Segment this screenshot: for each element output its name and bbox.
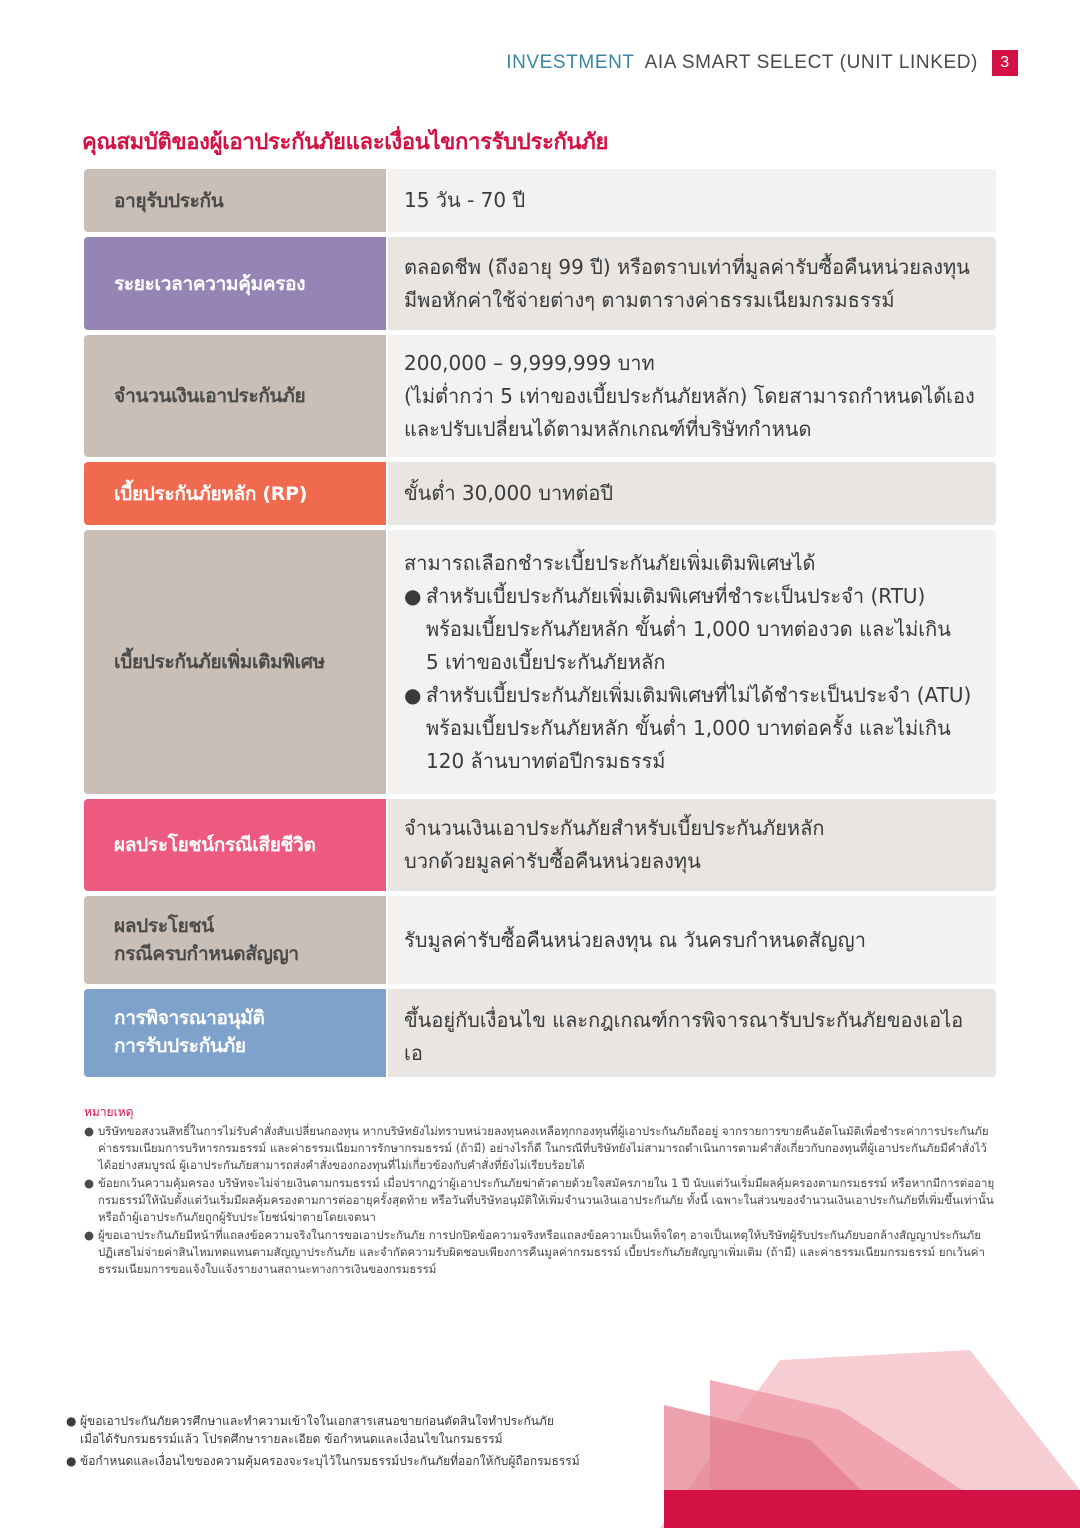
- bullet-line: พร้อมเบี้ยประกันภัยหลัก ขั้นต่ำ 1,000 บาทต่อครั้ง และไม่เกิน: [426, 715, 951, 740]
- value-line: 15 วัน - 70 ปี: [404, 188, 526, 212]
- row-underwriting: [84, 989, 996, 1077]
- bullet-icon: ●: [84, 1124, 95, 1138]
- label-line: การพิจารณาอนุมัติ: [114, 1007, 265, 1029]
- row-death-benefit: [84, 799, 996, 891]
- footer-line: เมื่อได้รับกรมธรรม์แล้ว โปรดศึกษารายละเอียด ข้อกำหนดและเงื่อนไขในกรมธรรม์: [80, 1432, 503, 1446]
- bullet-item: [404, 679, 980, 778]
- remark-item: [84, 1175, 996, 1226]
- header-category: INVESTMENT: [506, 52, 635, 73]
- footer-item: [66, 1452, 626, 1470]
- row-value: [388, 169, 996, 232]
- bullet-icon: ●: [84, 1176, 95, 1190]
- value-line: จำนวนเงินเอาประกันภัยสำหรับเบี้ยประกันภัยหลัก: [404, 816, 825, 840]
- row-label: เบี้ยประกันภัยเพิ่มเติมพิเศษ: [84, 530, 386, 794]
- bullet-icon: ●: [66, 1454, 77, 1468]
- remark-text: ข้อยกเว้นความคุ้มครอง บริษัทจะไม่จ่ายเงินตามกรมธรรม์ เมื่อปรากฏว่าผู้เอาประกันภัยฆ่าตัวตายด้วยใจสมัครภายใน 1 ปี นับแต่วันเริ่มมีผลคุ้มครองตามกรมธรรม์ หรือหากมีการต่ออายุกรมธรรม์ให้นับตั้งแต่วันเริ่มมีผลคุ้มครองตามการต่ออายุครั้งสุดท้าย หรือวันที่บริษัทอนุมัติให้เพิ่มจำนวนเงินเอาประกันภัย ทั้งนี้ เฉพาะในส่วนของจำนวนเงินเอาประกันภัยที่เพิ่มขึ้นเท่านั้น หรือถ้าผู้เอาประกันภัยถูกผู้รับประโยชน์ฆ่าตายโดยเจตนา: [98, 1176, 995, 1224]
- row-regular-premium: [84, 462, 996, 525]
- bullet-icon: ●: [84, 1228, 95, 1242]
- bullet-line: พร้อมเบี้ยประกันภัยหลัก ขั้นต่ำ 1,000 บาทต่องวด และไม่เกิน: [426, 616, 951, 641]
- row-value: [388, 335, 996, 457]
- row-top-up-premium: [84, 530, 996, 794]
- row-value: [388, 989, 996, 1077]
- value-line: มีพอหักค่าใช้จ่ายต่างๆ ตามตารางค่าธรรมเนียมกรมธรรม์: [404, 287, 895, 312]
- value-line: ตลอดชีพ (ถึงอายุ 99 ปี) หรือตราบเท่าที่มูลค่ารับซื้อคืนหน่วยลงทุน: [404, 254, 970, 279]
- row-label: จำนวนเงินเอาประกันภัย: [84, 335, 386, 457]
- header-product: AIA SMART SELECT (UNIT LINKED): [644, 52, 978, 73]
- label-line: ผลประโยชน์: [114, 915, 214, 937]
- bullet-item: [404, 580, 980, 679]
- bullet-line: 120 ล้านบาทต่อปีกรมธรรม์: [426, 748, 666, 773]
- remark-item: [84, 1123, 996, 1174]
- row-label: เบี้ยประกันภัยหลัก (RP): [84, 462, 386, 525]
- bullet-line: สำหรับเบี้ยประกันภัยเพิ่มเติมพิเศษที่ชำระเป็นประจำ (RTU): [426, 583, 926, 608]
- row-label: [84, 989, 386, 1077]
- row-sum-assured: [84, 335, 996, 457]
- bullet-icon: ●: [404, 583, 422, 608]
- row-coverage-period: [84, 237, 996, 330]
- remark-text: บริษัทขอสงวนสิทธิ์ในการไม่รับคำสั่งสับเปลี่ยนกองทุน หากบริษัทยังไม่ทราบหน่วยลงทุนคงเหลือทุกกองทุนที่ผู้เอาประกันภัยถืออยู่ จากรายการขายคืนอัตโนมัติเพื่อชำระค่าการประกันภัย ค่าธรรมเนียมการบริหารกรมธรรม์ และค่าธรรมเนียมการรักษากรมธรรม์ (ถ้ามี) อย่างไรก็ดี ในกรณีที่บริษัทยังไม่สามารถดำเนินการตามคำสั่งเกี่ยวกับกองทุนที่ผู้เอาประกันภัยมีคำสั่งไว้ได้อย่างสมบูรณ์ ผู้เอาประกันภัยสามารถส่งคำสั่งของกองทุนที่ไม่เกี่ยวข้องกับคำสั่งที่ยังไม่เรียบร้อยได้: [98, 1124, 989, 1172]
- features-table: [84, 169, 996, 1082]
- value-line: (ไม่ต่ำกว่า 5 เท่าของเบี้ยประกันภัยหลัก) โดยสามารถกำหนดได้เอง: [404, 383, 975, 408]
- page-header: [506, 50, 1018, 76]
- row-label: ผลประโยชน์กรณีเสียชีวิต: [84, 799, 386, 891]
- footer-line: ผู้ขอเอาประกันภัยควรศึกษาและทำความเข้าใจในเอกสารเสนอขายก่อนตัดสินใจทำประกันภัย: [80, 1414, 554, 1428]
- row-label: [84, 896, 386, 984]
- bullet-line: สำหรับเบี้ยประกันภัยเพิ่มเติมพิเศษที่ไม่ได้ชำระเป็นประจำ (ATU): [426, 682, 972, 707]
- row-value: [388, 530, 996, 794]
- value-line: และปรับเปลี่ยนได้ตามหลักเกณฑ์ที่บริษัทกำหนด: [404, 416, 812, 441]
- value-line: รับมูลค่ารับซื้อคืนหน่วยลงทุน ณ วันครบกำหนดสัญญา: [404, 927, 866, 952]
- row-maturity-benefit: [84, 896, 996, 984]
- section-title: คุณสมบัติของผู้เอาประกันภัยและเงื่อนไขการรับประกันภัย: [82, 130, 609, 155]
- row-label: อายุรับประกัน: [84, 169, 386, 232]
- footer-line: ข้อกำหนดและเงื่อนไขของความคุ้มครองจะระบุไว้ในกรมธรรม์ประกันภัยที่ออกให้กับผู้ถือกรมธรรม์: [80, 1454, 580, 1468]
- bullet-icon: ●: [404, 682, 422, 707]
- value-line: ขึ้นอยู่กับเงื่อนไข และกฎเกณฑ์การพิจารณารับประกันภัยของเอไอเอ: [404, 1008, 964, 1065]
- value-line: บวกด้วยมูลค่ารับซื้อคืนหน่วยลงทุน: [404, 849, 701, 873]
- row-age: [84, 169, 996, 232]
- remark-text: ผู้ขอเอาประกันภัยมีหน้าที่แถลงข้อความจริงในการขอเอาประกันภัย การปกปิดข้อความจริงหรือแถลงข้อความเป็นเท็จใดๆ อาจเป็นเหตุให้บริษัทผู้รับประกันภัยบอกล้างสัญญาประกันภัย ปฏิเสธไม่จ่ายค่าสินไหมทดแทนตามสัญญาประกันภัย และจำกัดความรับผิดชอบเพียงการคืนมูลค่ากรมธรรม์ เบี้ยประกันภัยสัญญาเพิ่มเติม (ถ้ามี) และค่าธรรมเนียมกรมธรรม์ ยกเว้นค่าธรรมเนียมการขอแจ้งใบแจ้งรายงานสถานะทางการเงินของกรมธรรม์: [98, 1228, 985, 1276]
- value-line: สามารถเลือกชำระเบี้ยประกันภัยเพิ่มเติมพิเศษได้: [404, 550, 816, 575]
- row-value: [388, 799, 996, 891]
- row-value: [388, 237, 996, 330]
- row-label: ระยะเวลาความคุ้มครอง: [84, 237, 386, 330]
- label-line: กรณีครบกำหนดสัญญา: [114, 943, 299, 965]
- footer-item: [66, 1412, 626, 1448]
- deco-bar-red: [664, 1490, 1080, 1528]
- bullet-line: 5 เท่าของเบี้ยประกันภัยหลัก: [426, 649, 666, 674]
- value-line: ขั้นต่ำ 30,000 บาทต่อปี: [404, 481, 614, 505]
- footer-notes: [66, 1412, 626, 1474]
- remarks: [84, 1104, 996, 1279]
- page-number: 3: [992, 50, 1018, 76]
- decorative-shapes: [600, 1330, 1080, 1528]
- row-value: [388, 462, 996, 525]
- remarks-title: หมายเหตุ: [84, 1105, 134, 1119]
- value-line: 200,000 – 9,999,999 บาท: [404, 350, 655, 375]
- row-value: [388, 896, 996, 984]
- label-line: การรับประกันภัย: [114, 1035, 246, 1057]
- bullet-icon: ●: [66, 1414, 77, 1428]
- remark-item: [84, 1227, 996, 1278]
